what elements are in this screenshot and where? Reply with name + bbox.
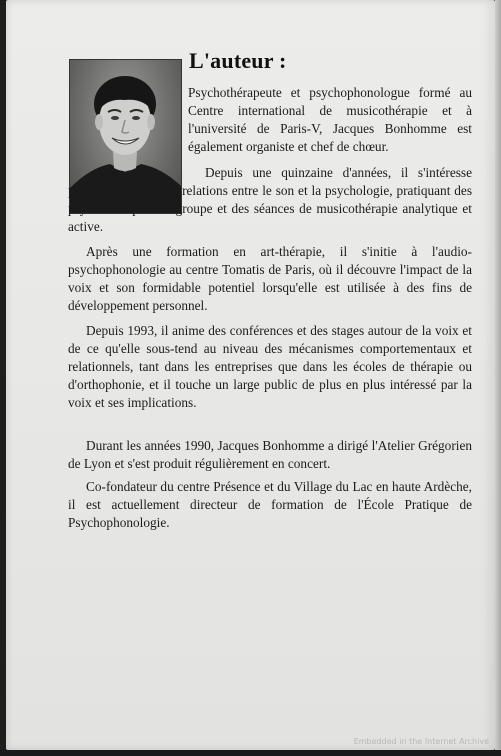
book-page xyxy=(6,0,495,750)
paragraph-6: Co-fondateur du centre Présence et du Village du Lac en haute Ardèche, il est actuellement directeur de formation de l'École Pratique de Psychophonologie. xyxy=(68,479,472,530)
paragraph-4: Depuis 1993, il anime des conférences et des stages autour de la voix et de ce qu'elle sous-tend au niveau des mécanismes comportementaux et relationnels, tant dans les entreprises que dans les écoles de thérapie ou d'orthophonie, et il touche un large public de plus en plus intéressé par la voix et ses implications. xyxy=(68,323,472,410)
paragraph-1: Psychothérapeute et psychophonologue formé au Centre international de musicothérapie et à l'université de Paris-V, Jacques Bonhomme est également organiste et chef de chœur. xyxy=(188,85,472,154)
section-heading: L'auteur : xyxy=(189,48,287,73)
paragraph-2: Depuis une quinzaine d'années, il s'intéresse particulièrement aux relations entre le son et la psychologie, pratiquant des psychothérapies de groupe et des séances de musicothérapie analytique et active. xyxy=(68,165,472,234)
page-edge xyxy=(495,0,501,756)
page-bottom-shadow xyxy=(0,750,501,756)
paragraph-3: Après une formation en art-thérapie, il s'initie à l'audio-psychophonologie au centre Tomatis de Paris, où il découvre l'impact de la voix et son formidable potentiel lorsqu'elle est utilisée à des fins de développement personnel. xyxy=(68,244,472,313)
paragraph-5: Durant les années 1990, Jacques Bonhomme a dirigé l'Atelier Grégorien de Lyon et s'est produit régulièrement en concert. xyxy=(68,438,472,471)
archive-watermark: Embedded in the Internet Archive xyxy=(353,737,489,746)
